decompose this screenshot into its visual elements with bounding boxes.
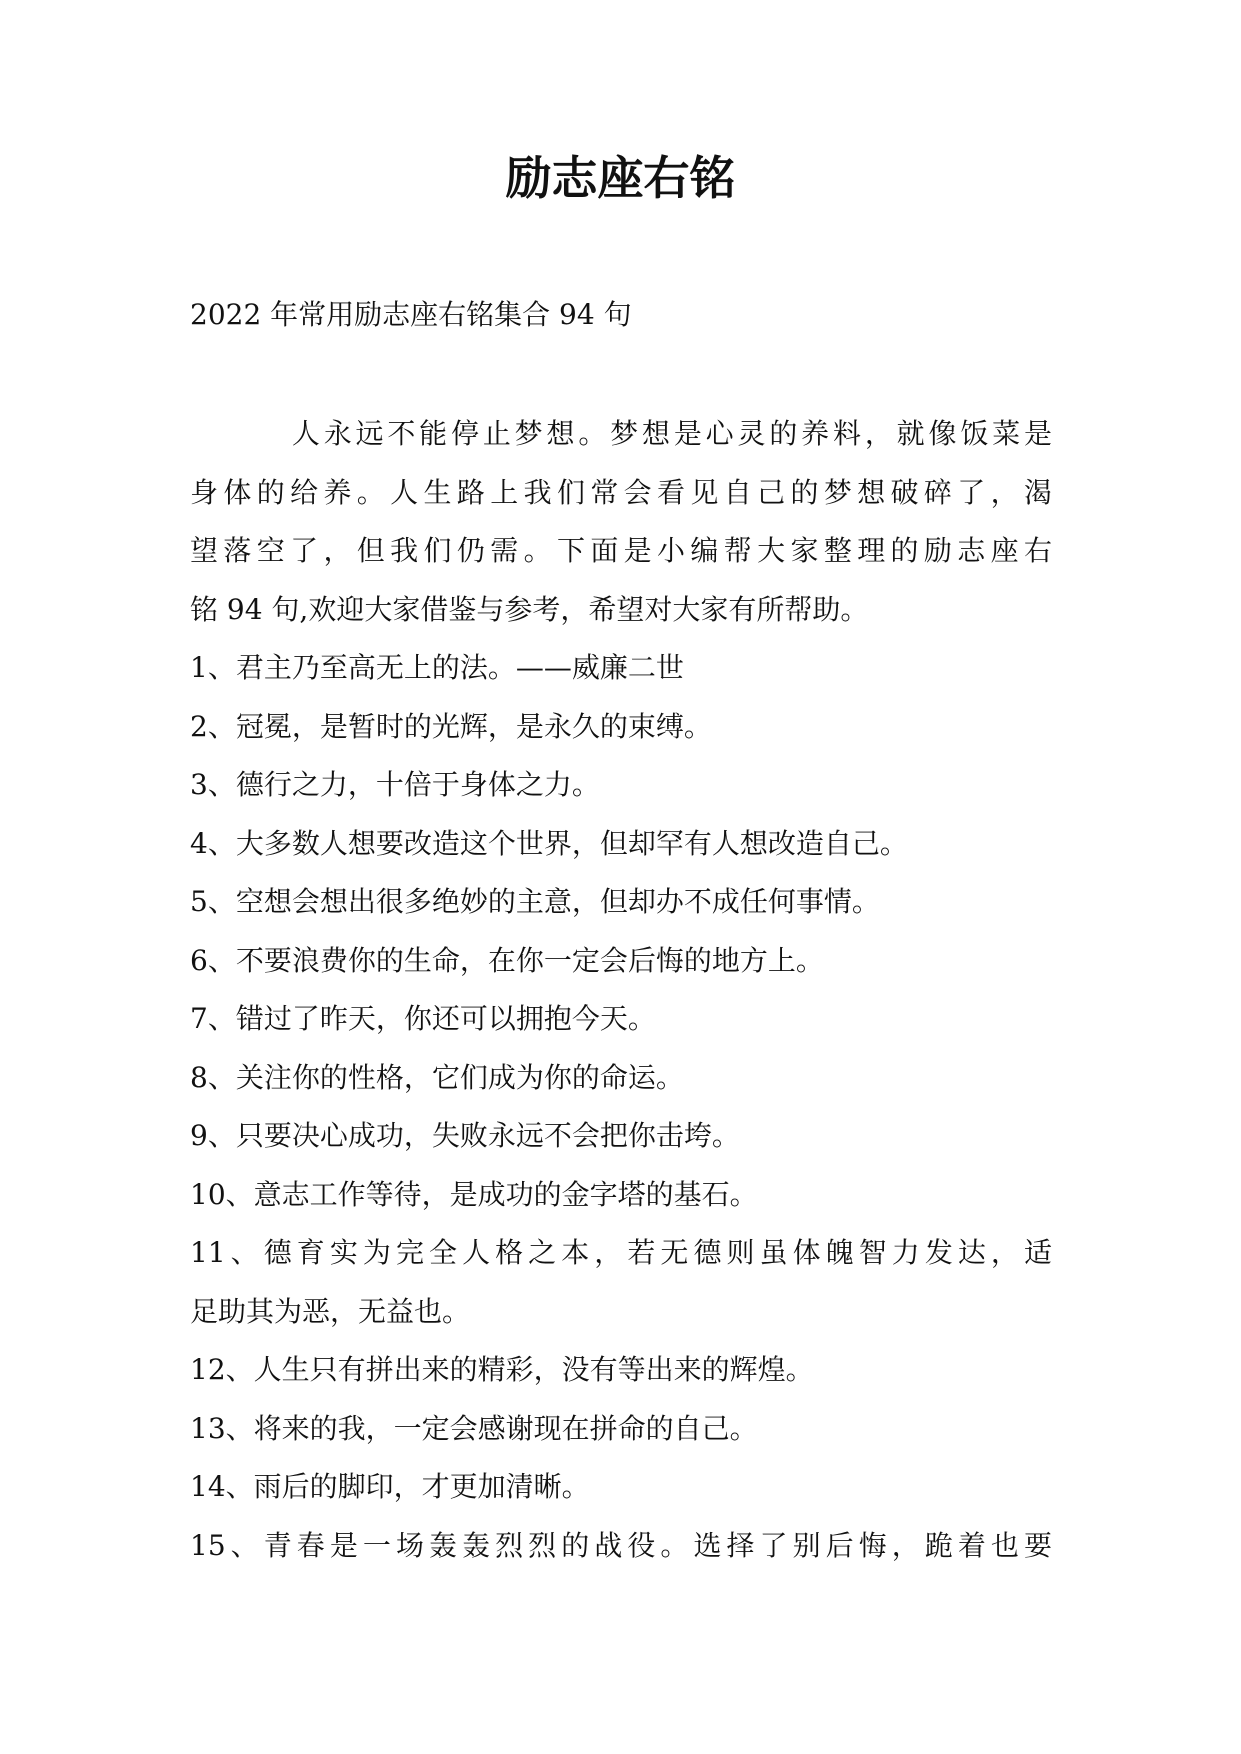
list-item: 3、德行之力，十倍于身体之力。 xyxy=(190,768,600,801)
list-item: 6、不要浪费你的生命，在你一定会后悔的地方上。 xyxy=(190,943,824,977)
list-item: 15、青春是一场轰轰烈烈的战役。选择了别后悔，跪着也要 xyxy=(190,1528,1052,1562)
intro-line: 铭 94 句,欢迎大家借鉴与参考，希望对大家有所帮助。 xyxy=(190,592,869,626)
list-item: 8、关注你的性格，它们成为你的命运。 xyxy=(190,1060,684,1094)
list-item: 2、冠冕，是暂时的光辉，是永久的束缚。 xyxy=(190,709,712,743)
intro-line: 人永远不能停止梦想。梦想是心灵的养料，就像饭菜是 xyxy=(190,417,1052,450)
list-item: 1、君主乃至高无上的法。——威廉二世 xyxy=(190,651,684,684)
document-subtitle: 2022 年常用励志座右铭集合 94 句 xyxy=(190,298,632,331)
intro-line: 望落空了，但我们仍需。下面是小编帮大家整理的励志座右 xyxy=(190,534,1052,567)
list-item: 7、错过了昨天，你还可以拥抱今天。 xyxy=(190,1002,656,1035)
list-item: 11、德育实为完全人格之本，若无德则虽体魄智力发达，适 xyxy=(190,1236,1052,1269)
list-item: 10、意志工作等待，是成功的金字塔的基石。 xyxy=(190,1177,758,1211)
document-body xyxy=(190,405,1052,1575)
list-item: 足助其为恶，无益也。 xyxy=(190,1294,471,1328)
list-item: 9、只要决心成功，失败永远不会把你击垮。 xyxy=(190,1119,740,1152)
document-title: 励志座右铭 xyxy=(505,151,736,205)
list-item: 5、空想会想出很多绝妙的主意，但却办不成任何事情。 xyxy=(190,885,880,918)
list-item: 14、雨后的脚印，才更加清晰。 xyxy=(190,1470,590,1503)
intro-line: 身体的给养。人生路上我们常会看见自己的梦想破碎了，渴 xyxy=(190,475,1052,509)
list-item: 4、大多数人想要改造这个世界，但却罕有人想改造自己。 xyxy=(190,826,908,860)
list-item: 13、将来的我，一定会感谢现在拼命的自己。 xyxy=(190,1411,758,1445)
list-item: 12、人生只有拼出来的精彩，没有等出来的辉煌。 xyxy=(190,1353,814,1386)
